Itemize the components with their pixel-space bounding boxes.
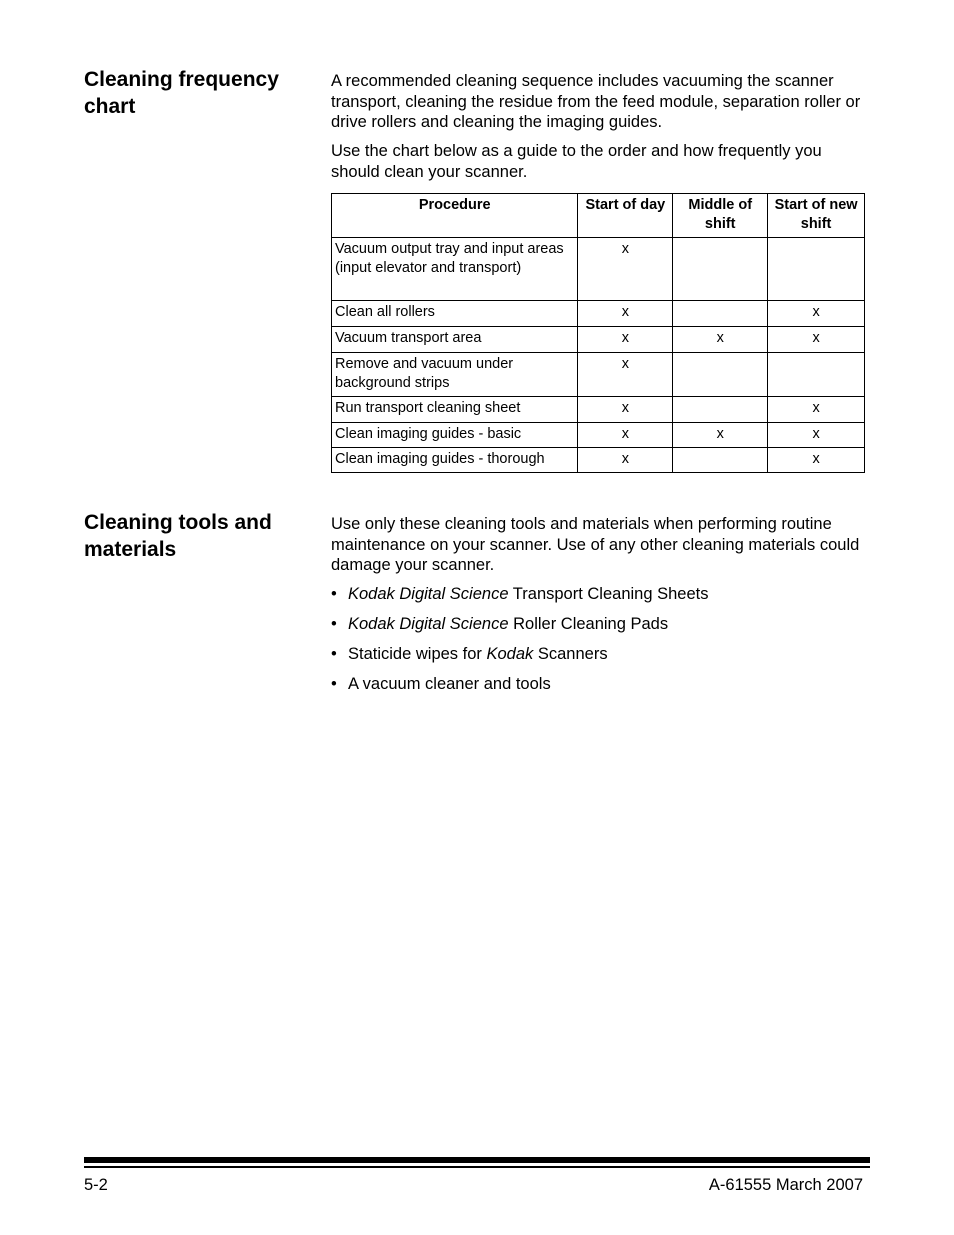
bullet-icon: •: [331, 585, 337, 603]
table-cell: [673, 353, 768, 397]
list-item: [331, 644, 871, 665]
table-cell: Run transport cleaning sheet: [332, 397, 578, 423]
item-text: Transport Cleaning Sheets: [508, 585, 709, 603]
item-text-end: Scanners: [533, 645, 608, 663]
item-text: Staticide wipes for: [348, 645, 487, 663]
footer-rule-thin: [84, 1166, 870, 1168]
table-cell: x: [768, 327, 865, 353]
table-cell: x: [673, 327, 768, 353]
table-cell: [673, 397, 768, 423]
header-start-of-day: Start of day: [578, 194, 673, 238]
section-heading-cleaning-tools: Cleaning tools and materials: [84, 511, 272, 561]
list-item: [331, 584, 871, 605]
table-cell: [673, 448, 768, 473]
bullet-icon: •: [331, 615, 337, 633]
table-header-row: [332, 194, 865, 238]
header-middle-of-shift: Middle of shift: [673, 194, 768, 238]
tools-list: [331, 584, 871, 704]
list-item: [331, 614, 871, 635]
item-italic-text: Kodak: [486, 645, 534, 663]
chart-guide-paragraph: Use the chart below as a guide to the order and how frequently you should clean your scanner.: [331, 142, 822, 181]
table-row: [332, 448, 865, 473]
item-text: A vacuum cleaner and tools: [348, 675, 551, 693]
table-cell: x: [673, 423, 768, 448]
table-cell: x: [768, 448, 865, 473]
table-cell: x: [768, 423, 865, 448]
table-row: [332, 301, 865, 327]
cleaning-frequency-table: [331, 193, 865, 473]
tools-paragraph: Use only these cleaning tools and materials when performing routine maintenance on your scanner. Use of any other cleaning materials could damage your scanner.: [331, 515, 860, 574]
table-cell: x: [578, 301, 673, 327]
table-cell: x: [578, 423, 673, 448]
document-id: A-61555 March 2007: [708, 1176, 863, 1194]
intro-paragraph: A recommended cleaning sequence includes vacuuming the scanner transport, cleaning the residue from the feed module, separation roller or drive rollers and cleaning the imaging guides.: [331, 72, 861, 131]
table-row: [332, 397, 865, 423]
table-cell: x: [578, 327, 673, 353]
table-cell: x: [578, 397, 673, 423]
table-cell: x: [768, 301, 865, 327]
section-heading-cleaning-frequency: Cleaning frequency chart: [84, 68, 279, 118]
table-cell: [768, 353, 865, 397]
table-cell: [768, 238, 865, 301]
page-number: 5-2: [84, 1176, 108, 1194]
table-cell: x: [578, 353, 673, 397]
table-row: [332, 353, 865, 397]
item-text: Roller Cleaning Pads: [508, 615, 669, 633]
footer-rule-thick: [84, 1157, 870, 1163]
table-row: [332, 238, 865, 301]
table-cell: Vacuum transport area: [332, 327, 578, 353]
table-cell: Remove and vacuum under background strips: [332, 353, 578, 397]
table-cell: [673, 238, 768, 301]
table-cell: x: [578, 238, 673, 301]
header-procedure: Procedure: [332, 194, 578, 238]
item-italic-text: Kodak Digital Science: [348, 585, 509, 603]
table-row: [332, 423, 865, 448]
table-cell: [673, 301, 768, 327]
table-cell: Vacuum output tray and input areas (input elevator and transport): [332, 238, 578, 301]
table-row: [332, 327, 865, 353]
table-cell: x: [578, 448, 673, 473]
item-italic-text: Kodak Digital Science: [348, 615, 509, 633]
bullet-icon: •: [331, 675, 337, 693]
table-cell: x: [768, 397, 865, 423]
table-cell: Clean all rollers: [332, 301, 578, 327]
table-cell: Clean imaging guides - basic: [332, 423, 578, 448]
header-start-of-new-shift: Start of new shift: [768, 194, 865, 238]
list-item: [331, 674, 871, 695]
bullet-icon: •: [331, 645, 337, 663]
table-cell: Clean imaging guides - thorough: [332, 448, 578, 473]
